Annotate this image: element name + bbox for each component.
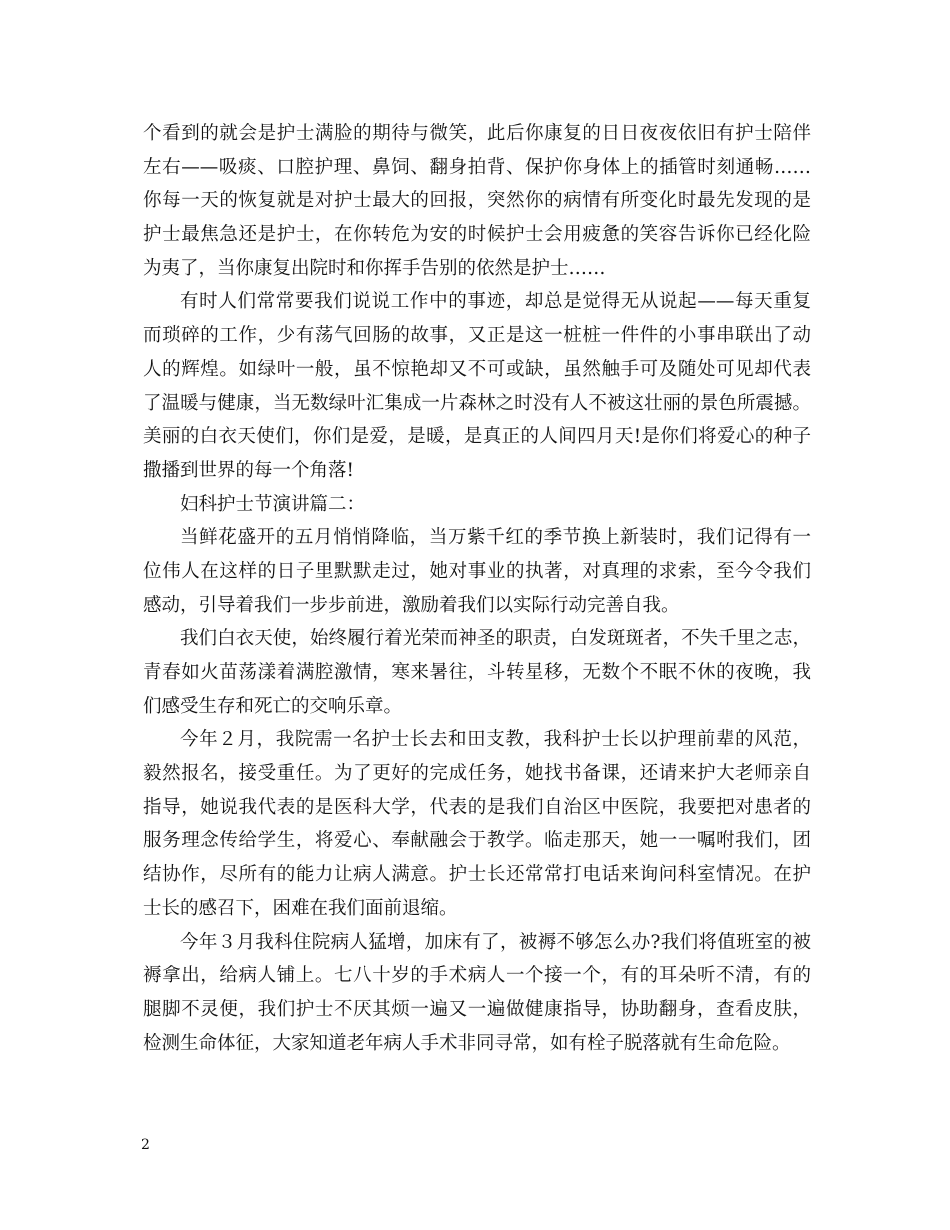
text-line: 个看到的就会是护士满脸的期待与微笑，此后你康复的日日夜夜依旧有护士陪伴 <box>143 123 811 144</box>
text-line: 为夷了，当你康复出院时和你挥手告别的依然是护士…… <box>143 257 606 279</box>
text-line: 今年２月，我院需一名护士长去和田支教，我科护士长以护理前辈的风范， <box>180 729 811 751</box>
text-line: 今年３月我科住院病人猛增，加床有了，被褥不够怎么办?我们将值班室的被 <box>180 931 811 953</box>
text-line: 青春如火苗荡漾着满腔激情，寒来暑往，斗转星移，无数个不眠不休的夜晚，我 <box>143 662 811 683</box>
text-line: 美丽的白衣天使们，你们是爱，是暖，是真正的人间四月天!是你们将爱心的种子 <box>143 426 811 448</box>
text-line: 撒播到世界的每一个角落! <box>143 459 354 481</box>
text-line: 当鲜花盛开的五月悄悄降临，当万紫千红的季节换上新装时，我们记得有一 <box>180 527 811 549</box>
text-line: 腿脚不灵便，我们护士不厌其烦一遍又一遍做健康指导，协助翻身，查看皮肤， <box>143 998 811 1020</box>
text-line: 而琐碎的工作，少有荡气回肠的故事，又正是这一桩桩一件件的小事串联出了动 <box>143 325 811 347</box>
text-line: 褥拿出，给病人铺上。七八十岁的手术病人一个接一个，有的耳朵听不清，有的 <box>143 965 811 987</box>
text-line: 感动，引导着我们一步步前进，激励着我们以实际行动完善自我。 <box>143 594 680 616</box>
text-line: 士长的感召下，困难在我们面前退缩。 <box>143 897 458 919</box>
text-line: 人的辉煌。如绿叶一般，虽不惊艳却又不可或缺，虽然触手可及随处可见却代表 <box>143 358 811 380</box>
text-line: 服务理念传给学生，将爱心、奉献融会于教学。临走那天，她一一嘱咐我们，团 <box>143 830 811 852</box>
text-line: 检测生命体征，大家知道老年病人手术非同寻常，如有栓子脱落就有生命危险。 <box>143 1032 791 1054</box>
text-line: 了温暖与健康，当无数绿叶汇集成一片森林之时没有人不被这壮丽的景色所震撼。 <box>143 392 811 414</box>
text-line: 位伟人在这样的日子里默默走过，她对事业的执著，对真理的求索，至今令我们 <box>143 560 811 582</box>
text-line: 我们白衣天使，始终履行着光荣而神圣的职责，白发斑斑者，不失千里之志， <box>180 628 811 650</box>
text-line: 结协作，尽所有的能力让病人满意。护士长还常常打电话来询问科室情况。在护 <box>143 864 811 886</box>
text-line: 护士最焦急还是护士，在你转危为安的时候护士会用疲惫的笑容告诉你已经化险 <box>143 224 811 246</box>
text-line: 妇科护士节演讲篇二： <box>180 493 366 515</box>
text-line: 有时人们常常要我们说说工作中的事迹，却总是觉得无从说起——每天重复 <box>180 291 811 313</box>
text-line: 们感受生存和死亡的交响乐章。 <box>143 695 403 717</box>
text-line: 左右——吸痰、口腔护理、鼻饲、翻身拍背、保护你身体上的插管时刻通畅…… <box>143 156 811 178</box>
text-line: 毅然报名，接受重任。为了更好的完成任务，她找书备课，还请来护大老师亲自 <box>143 763 811 785</box>
text-line: 指导，她说我代表的是医科大学，代表的是我们自治区中医院，我要把对患者的 <box>143 796 811 818</box>
document-body <box>143 117 811 1060</box>
text-line: 你每一天的恢复就是对护士最大的回报，突然你的病情有所变化时最先发现的是 <box>143 190 811 212</box>
page-number: 2 <box>141 1137 150 1153</box>
